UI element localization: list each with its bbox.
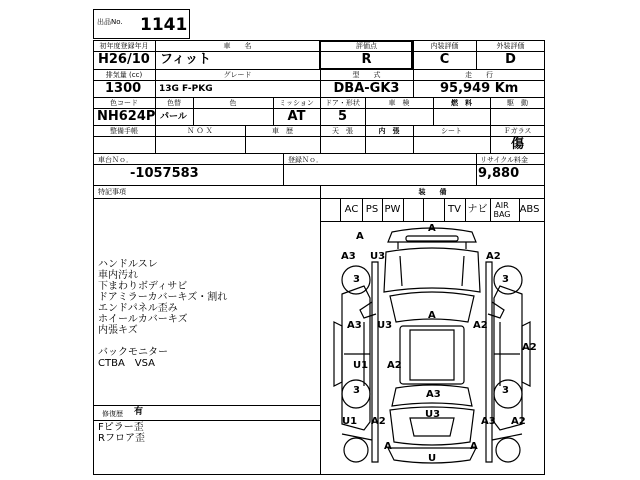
damage-mark: A2 [522, 342, 537, 353]
displacement-value: 1300 [105, 81, 142, 96]
equip-tv: TV [448, 204, 461, 215]
damage-mark: A2 [371, 416, 386, 427]
model-header: 車 名 [223, 42, 252, 50]
damage-mark: 3 [353, 385, 360, 396]
chassis-header: 車台Ｎｏ． [98, 156, 133, 164]
score-header: 評価点 [356, 42, 377, 50]
remarks-header: 特記事項 [98, 188, 126, 196]
damage-mark: A3 [341, 251, 356, 262]
damage-mark: U3 [370, 251, 386, 262]
chassis-value: -1057583 [130, 166, 199, 181]
repair-label: 修復歴 [102, 410, 123, 418]
damage-mark: A3 [347, 320, 362, 331]
fglass-header: Ｆガラス [503, 127, 532, 135]
repair-line: Rフロア歪 [98, 433, 145, 444]
equip-pw: PW [384, 204, 401, 215]
grade-value: 13G F-PKG [159, 84, 213, 94]
damage-mark: A3 [426, 389, 441, 400]
recycle-header: リサイクル料金 [480, 156, 529, 164]
displacement-header: 排気量 (cc) [105, 71, 143, 79]
seat-header: シート [441, 127, 462, 135]
doors-header: ドア・形状 [325, 99, 360, 107]
interior-grade-value: C [439, 52, 450, 67]
first-reg-header: 初年度登録年月 [99, 42, 149, 50]
remark-line: 下まわりボディサビ [98, 281, 188, 292]
interior-grade-header: 内装評価 [430, 42, 459, 50]
repair-line: Fピラー歪 [98, 422, 144, 433]
manual-header: 整備手帳 [110, 127, 138, 135]
color-code-header: 色コード [110, 99, 138, 107]
equip-airbag: AIR BAG [493, 201, 511, 219]
remark-line: バックモニター [98, 347, 168, 358]
repair-value: 有 [134, 407, 144, 417]
damage-mark: A2 [473, 320, 488, 331]
score-value: R [361, 52, 372, 67]
color-header: 色 [229, 99, 237, 107]
interior-header: 内 張 [378, 127, 400, 135]
equip-ac: AC [344, 204, 359, 215]
transmission-header: ミッション [279, 99, 314, 107]
damage-mark: 3 [353, 274, 360, 285]
first-reg-value: H26/10 [98, 52, 150, 67]
damage-mark: A3 [481, 416, 496, 427]
drive-header: 駆 動 [507, 99, 528, 107]
color-value: パール [160, 112, 187, 122]
inspection-header: 車 検 [388, 99, 410, 107]
type-header: 型 式 [352, 71, 381, 79]
remark-line: 車内汚れ [98, 270, 138, 281]
sunroof-header: 天 張 [332, 127, 353, 135]
damage-mark: A [428, 310, 436, 321]
doors-value: 5 [337, 109, 348, 124]
exterior-grade-value: D [505, 52, 516, 67]
equip-ps: PS [365, 204, 379, 215]
lot-number-label: 出品No. [97, 18, 123, 26]
mileage-header: 走 行 [465, 71, 493, 79]
transmission-value: AT [287, 109, 306, 124]
fglass-value: 傷 [510, 137, 524, 152]
remark-line: ハンドルスレ [98, 259, 158, 270]
damage-mark: U3 [377, 320, 393, 331]
equipment-header: 装 備 [418, 188, 447, 196]
mileage-value: 95,949 Km [440, 81, 519, 96]
damage-mark: U1 [353, 360, 369, 371]
type-value: DBA-GK3 [333, 81, 400, 96]
recycle-value: 9,880 [478, 166, 520, 181]
history-header: 車 歴 [272, 127, 293, 135]
damage-mark: A [384, 441, 392, 452]
damage-mark: A2 [387, 360, 402, 371]
damage-mark: U [428, 453, 437, 464]
damage-mark: U1 [342, 416, 358, 427]
registration-header: 登録Ｎｏ． [288, 156, 323, 164]
model-value: フィット [160, 52, 211, 67]
damage-mark: A [356, 231, 364, 242]
color-type-header: 色替 [167, 99, 181, 107]
damage-mark: A2 [486, 251, 501, 262]
remark-line: ドアミラーカバーキズ・割れ [98, 292, 228, 303]
remark-line: エンドパネル歪み [98, 303, 178, 314]
nox-header: Ｎ Ｏ Ｘ [187, 127, 213, 135]
damage-mark: 3 [502, 385, 509, 396]
lot-number: 1141 [140, 15, 188, 35]
remark-line: CTBA VSA [98, 358, 156, 369]
fuel-header: 燃 料 [451, 99, 472, 107]
equip-abs: ABS [519, 204, 540, 215]
remark-line: ホイールカバーキズ [98, 314, 188, 325]
damage-mark: A [428, 223, 436, 234]
remark-line: 内張キズ [98, 325, 138, 336]
damage-mark: A2 [511, 416, 526, 427]
exterior-grade-header: 外装評価 [496, 42, 525, 50]
damage-mark: 3 [502, 274, 509, 285]
color-code-value: NH624P [97, 109, 156, 124]
damage-mark: A [470, 441, 478, 452]
equip-navi: ナビ [467, 204, 488, 215]
damage-mark: U3 [425, 409, 441, 420]
grade-header: グレード [223, 71, 252, 79]
